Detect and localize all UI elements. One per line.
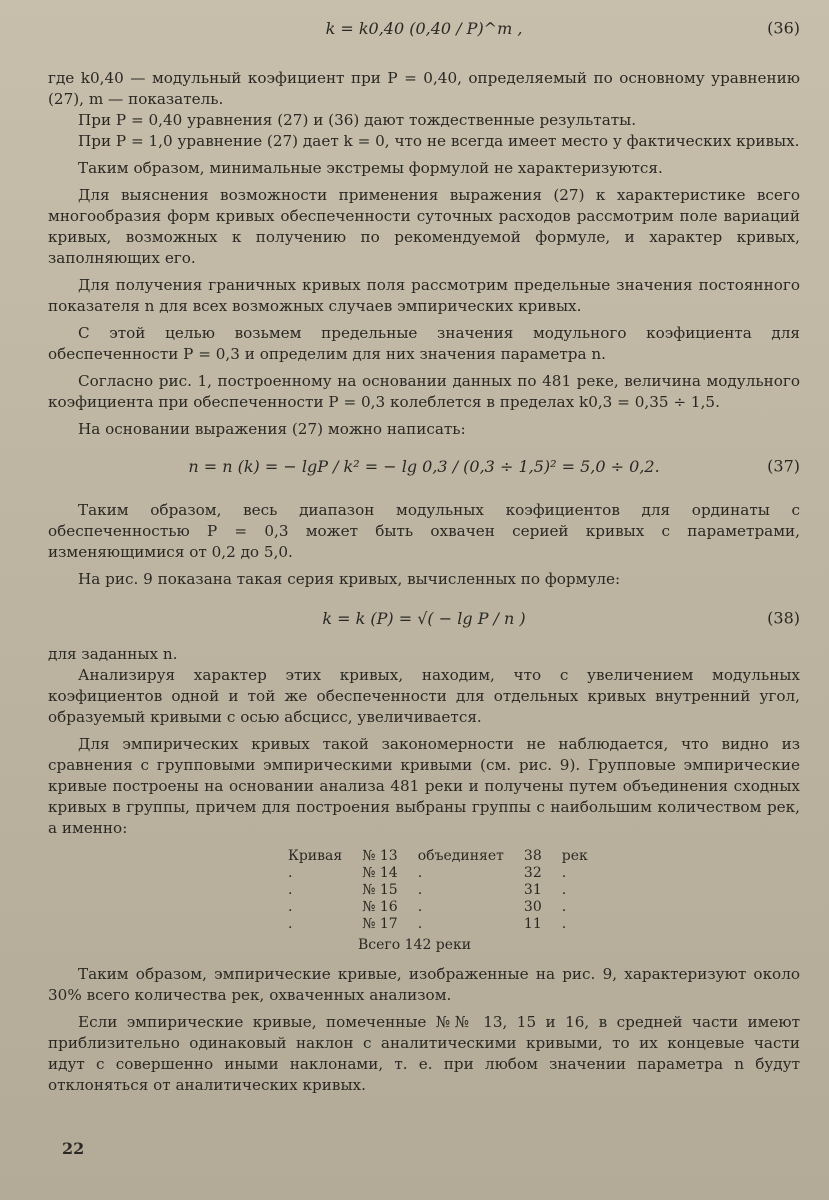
table-cell: рек [561, 847, 588, 864]
paragraph: Для получения граничных кривых поля рассмотрим предельные значения постоянного показателя n для всех возможных случаев эмпирических кривых. [48, 276, 800, 315]
paragraph: Для выяснения возможности применения выражения (27) к характеристике всего многообразия форм кривых обеспеченности суточных расходов рассмотрим поле вариаций кривых, возможных к получению по рекомендуемой формуле, и характер кривых, заполняющих его. [48, 186, 800, 267]
table-cell: . [417, 864, 423, 881]
paragraph: Таким образом, весь диапазон модульных коэфициентов для ординаты с обеспеченностью P = 0,3 может быть охвачен серией кривых с параметрами, изменяющимися от 0,2 до 5,0. [48, 501, 800, 561]
table-cell: объединяет [417, 847, 504, 864]
equation-36 [48, 8, 800, 48]
table-row [278, 881, 598, 898]
equation-38 [48, 598, 800, 638]
table-cell: 31 [523, 881, 542, 898]
river-groups-table [278, 847, 800, 958]
table-total: Всего 142 реки [358, 937, 472, 953]
table-cell: . [417, 881, 423, 898]
table-cell: № 17 [362, 915, 398, 932]
table-cell: . [561, 915, 567, 932]
table-cell: № 13 [362, 847, 398, 864]
table-cell: . [417, 915, 423, 932]
equation-37-formula: n = n (k) = − lgP / k² = − lg 0,3 / (0,3 ÷ 1,5)² = 5,0 ÷ 0,2. [188, 456, 660, 476]
equation-37 [48, 446, 800, 486]
table-cell: . [288, 864, 293, 881]
table-cell: 30 [523, 898, 542, 915]
table-row [278, 864, 598, 881]
paragraph: где k0,40 — модульный коэфициент при P = 0,40, определяемый по основному уравнению (27), m — показатель. [48, 69, 800, 108]
table-row [278, 915, 598, 932]
equation-38-number: (38) [767, 608, 800, 628]
table-cell: . [288, 881, 293, 898]
table-row [278, 898, 598, 915]
paragraph: При P = 0,40 уравнения (27) и (36) дают тождественные результаты. [78, 111, 637, 129]
table-cell: . [288, 915, 293, 932]
table-cell: 38 [523, 847, 542, 864]
paragraph: Согласно рис. 1, построенному на основании данных по 481 реке, величина модульного коэфициента при обеспеченности P = 0,3 колеблется в пределах k0,3 = 0,35 ÷ 1,5. [48, 372, 800, 411]
paragraph: Для эмпирических кривых такой закономерности не наблюдается, что видно из сравнения с групповыми эмпирическими кривыми (см. рис. 9). Групповые эмпирические кривые построены на основании анализа 481 реки и получены путем объединения сходных кривых в группы, причем для построения выбраны группы с наибольшим количеством рек, а именно: [48, 735, 800, 837]
table-cell: . [561, 898, 567, 915]
table-cell: . [561, 881, 567, 898]
table-cell: . [417, 898, 423, 915]
page-body [48, 8, 800, 1096]
paragraph: С этой целью возьмем предельные значения модульного коэфициента для обеспеченности P = 0,3 и определим для них значения параметра n. [48, 324, 800, 363]
table-cell: 32 [523, 864, 542, 881]
paragraph: При P = 1,0 уравнение (27) дает k = 0, что не всегда имеет место у фактических кривых. [78, 132, 800, 150]
table-cell: 11 [523, 915, 542, 932]
paragraph: На основании выражения (27) можно написать: [78, 420, 466, 438]
table-cell: . [561, 864, 567, 881]
paragraph: для заданных n. [48, 645, 178, 663]
table-cell: № 15 [362, 881, 398, 898]
table-cell: № 14 [362, 864, 398, 881]
table-cell: Кривая [288, 847, 343, 864]
equation-38-formula: k = k (P) = √( − lg P / n ) [322, 608, 526, 628]
table-row [278, 847, 598, 864]
paragraph: Таким образом, минимальные экстремы формулой не характеризуются. [78, 159, 663, 177]
equation-37-number: (37) [767, 456, 800, 476]
table-cell: № 16 [362, 898, 398, 915]
paragraph: На рис. 9 показана такая серия кривых, вычисленных по формуле: [78, 570, 621, 588]
page-number: 22 [62, 1139, 85, 1158]
paragraph: Если эмпирические кривые, помеченные №№ 13, 15 и 16, в средней части имеют приблизительно одинаковый наклон с аналитическими кривыми, то их концевые части идут с совершенно иными наклонами, т. е. при любом значении параметра n будут отклоняться от аналитических кривых. [48, 1013, 800, 1094]
equation-36-formula: k = k0,40 (0,40 / P)^m , [325, 18, 523, 38]
equation-36-number: (36) [767, 18, 800, 38]
table-cell: . [288, 898, 293, 915]
paragraph: Таким образом, эмпирические кривые, изображенные на рис. 9, характеризуют около 30% всего количества рек, охваченных анализом. [48, 965, 800, 1004]
paragraph: Анализируя характер этих кривых, находим, что с увеличением модульных коэфициентов одной и той же обеспеченности для отдельных кривых внутренний угол, образуемый кривыми с осью абсцисс, увеличивается. [48, 666, 800, 726]
